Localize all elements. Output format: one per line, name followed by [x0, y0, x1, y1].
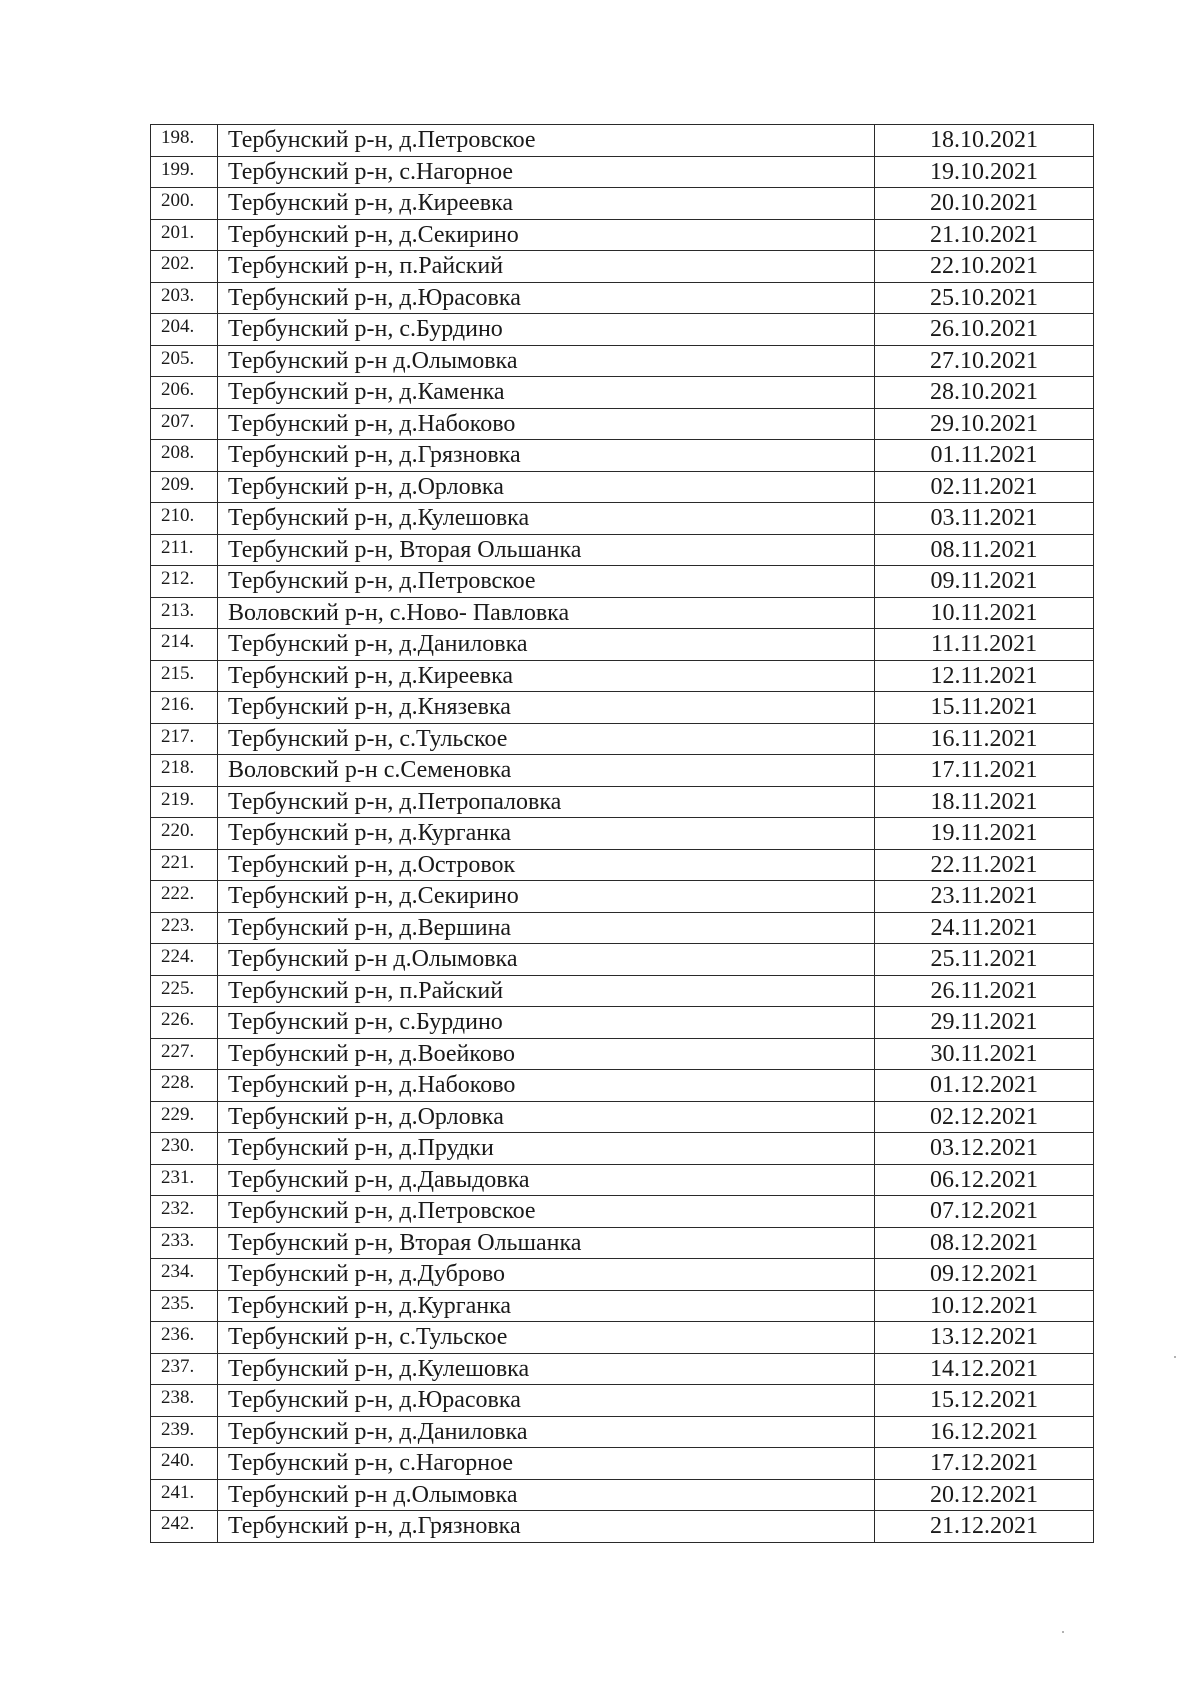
- table-row: [151, 975, 1094, 1007]
- schedule-table: [150, 124, 1094, 1543]
- row-number: 203.: [151, 282, 218, 314]
- date-cell: 27.10.2021: [875, 345, 1094, 377]
- locality-cell: Тербунский р-н, д.Прудки: [218, 1133, 875, 1165]
- locality-cell: Тербунский р-н, д.Князевка: [218, 692, 875, 724]
- date-cell: 18.10.2021: [875, 125, 1094, 157]
- row-number: 200.: [151, 188, 218, 220]
- table-row: [151, 1322, 1094, 1354]
- locality-cell: Тербунский р-н, д.Секирино: [218, 881, 875, 913]
- row-number: 217.: [151, 723, 218, 755]
- row-number: 209.: [151, 471, 218, 503]
- locality-cell: Тербунский р-н, д.Петровское: [218, 566, 875, 598]
- locality-cell: Тербунский р-н, д.Киреевка: [218, 660, 875, 692]
- scan-speck: [1174, 1356, 1176, 1358]
- row-number: 229.: [151, 1101, 218, 1133]
- locality-cell: Тербунский р-н, Вторая Ольшанка: [218, 1227, 875, 1259]
- date-cell: 03.12.2021: [875, 1133, 1094, 1165]
- row-number: 212.: [151, 566, 218, 598]
- locality-cell: Тербунский р-н, д.Вершина: [218, 912, 875, 944]
- date-cell: 25.10.2021: [875, 282, 1094, 314]
- locality-cell: Тербунский р-н, д.Курганка: [218, 818, 875, 850]
- row-number: 242.: [151, 1511, 218, 1543]
- locality-cell: Тербунский р-н, д.Курганка: [218, 1290, 875, 1322]
- table-row: [151, 566, 1094, 598]
- row-number: 202.: [151, 251, 218, 283]
- date-cell: 17.12.2021: [875, 1448, 1094, 1480]
- locality-cell: Тербунский р-н, д.Даниловка: [218, 1416, 875, 1448]
- locality-cell: Тербунский р-н, д.Кулешовка: [218, 503, 875, 535]
- locality-cell: Тербунский р-н, с.Бурдино: [218, 1007, 875, 1039]
- locality-cell: Тербунский р-н, с.Тульское: [218, 723, 875, 755]
- row-number: 232.: [151, 1196, 218, 1228]
- table-row: [151, 503, 1094, 535]
- date-cell: 16.11.2021: [875, 723, 1094, 755]
- row-number: 235.: [151, 1290, 218, 1322]
- row-number: 225.: [151, 975, 218, 1007]
- locality-cell: Тербунский р-н, д.Грязновка: [218, 1511, 875, 1543]
- date-cell: 20.10.2021: [875, 188, 1094, 220]
- date-cell: 21.12.2021: [875, 1511, 1094, 1543]
- locality-cell: Тербунский р-н, п.Райский: [218, 251, 875, 283]
- locality-cell: Тербунский р-н, д.Орловка: [218, 471, 875, 503]
- row-number: 213.: [151, 597, 218, 629]
- locality-cell: Тербунский р-н, д.Каменка: [218, 377, 875, 409]
- locality-cell: Тербунский р-н, д.Секирино: [218, 219, 875, 251]
- row-number: 226.: [151, 1007, 218, 1039]
- date-cell: 16.12.2021: [875, 1416, 1094, 1448]
- table-row: [151, 1385, 1094, 1417]
- locality-cell: Тербунский р-н, д.Юрасовка: [218, 282, 875, 314]
- locality-cell: Тербунский р-н, п.Райский: [218, 975, 875, 1007]
- table-row: [151, 219, 1094, 251]
- table-row: [151, 1511, 1094, 1543]
- table-row: [151, 818, 1094, 850]
- row-number: 227.: [151, 1038, 218, 1070]
- table-row: [151, 723, 1094, 755]
- locality-cell: Тербунский р-н, д.Юрасовка: [218, 1385, 875, 1417]
- row-number: 214.: [151, 629, 218, 661]
- locality-cell: Тербунский р-н, д.Петровское: [218, 125, 875, 157]
- locality-cell: Тербунский р-н, д.Орловка: [218, 1101, 875, 1133]
- date-cell: 24.11.2021: [875, 912, 1094, 944]
- table-row: [151, 251, 1094, 283]
- row-number: 234.: [151, 1259, 218, 1291]
- table-row: [151, 755, 1094, 787]
- date-cell: 22.11.2021: [875, 849, 1094, 881]
- locality-cell: Тербунский р-н, д.Даниловка: [218, 629, 875, 661]
- locality-cell: Тербунский р-н, д.Киреевка: [218, 188, 875, 220]
- row-number: 218.: [151, 755, 218, 787]
- date-cell: 26.11.2021: [875, 975, 1094, 1007]
- table-row: [151, 849, 1094, 881]
- date-cell: 19.11.2021: [875, 818, 1094, 850]
- row-number: 228.: [151, 1070, 218, 1102]
- row-number: 210.: [151, 503, 218, 535]
- row-number: 221.: [151, 849, 218, 881]
- date-cell: 01.12.2021: [875, 1070, 1094, 1102]
- row-number: 239.: [151, 1416, 218, 1448]
- table-row: [151, 786, 1094, 818]
- table-row: [151, 1038, 1094, 1070]
- table-row: [151, 944, 1094, 976]
- table-row: [151, 471, 1094, 503]
- row-number: 222.: [151, 881, 218, 913]
- date-cell: 25.11.2021: [875, 944, 1094, 976]
- row-number: 238.: [151, 1385, 218, 1417]
- table-row: [151, 1164, 1094, 1196]
- scan-speck: [1062, 1631, 1064, 1633]
- row-number: 230.: [151, 1133, 218, 1165]
- row-number: 206.: [151, 377, 218, 409]
- date-cell: 06.12.2021: [875, 1164, 1094, 1196]
- date-cell: 13.12.2021: [875, 1322, 1094, 1354]
- row-number: 219.: [151, 786, 218, 818]
- table-row: [151, 629, 1094, 661]
- table-row: [151, 314, 1094, 346]
- table-row: [151, 597, 1094, 629]
- locality-cell: Тербунский р-н, д.Давыдовка: [218, 1164, 875, 1196]
- table-row: [151, 1101, 1094, 1133]
- table-row: [151, 1259, 1094, 1291]
- table-row: [151, 377, 1094, 409]
- locality-cell: Тербунский р-н, д.Дуброво: [218, 1259, 875, 1291]
- row-number: 220.: [151, 818, 218, 850]
- date-cell: 09.11.2021: [875, 566, 1094, 598]
- table-row: [151, 1448, 1094, 1480]
- row-number: 199.: [151, 156, 218, 188]
- row-number: 201.: [151, 219, 218, 251]
- table-row: [151, 125, 1094, 157]
- locality-cell: Тербунский р-н д.Олымовка: [218, 1479, 875, 1511]
- table-row: [151, 1070, 1094, 1102]
- date-cell: 10.12.2021: [875, 1290, 1094, 1322]
- table-row: [151, 440, 1094, 472]
- date-cell: 29.10.2021: [875, 408, 1094, 440]
- row-number: 216.: [151, 692, 218, 724]
- schedule-table-body: [151, 125, 1094, 1543]
- locality-cell: Воловский р-н с.Семеновка: [218, 755, 875, 787]
- date-cell: 09.12.2021: [875, 1259, 1094, 1291]
- table-row: [151, 660, 1094, 692]
- date-cell: 08.12.2021: [875, 1227, 1094, 1259]
- date-cell: 26.10.2021: [875, 314, 1094, 346]
- date-cell: 22.10.2021: [875, 251, 1094, 283]
- date-cell: 14.12.2021: [875, 1353, 1094, 1385]
- locality-cell: Тербунский р-н, с.Тульское: [218, 1322, 875, 1354]
- row-number: 224.: [151, 944, 218, 976]
- table-row: [151, 912, 1094, 944]
- table-row: [151, 156, 1094, 188]
- locality-cell: Тербунский р-н д.Олымовка: [218, 944, 875, 976]
- table-row: [151, 1196, 1094, 1228]
- locality-cell: Тербунский р-н, с.Нагорное: [218, 156, 875, 188]
- date-cell: 15.12.2021: [875, 1385, 1094, 1417]
- locality-cell: Тербунский р-н, Вторая Ольшанка: [218, 534, 875, 566]
- date-cell: 23.11.2021: [875, 881, 1094, 913]
- row-number: 241.: [151, 1479, 218, 1511]
- date-cell: 21.10.2021: [875, 219, 1094, 251]
- locality-cell: Тербунский р-н, д.Петропаловка: [218, 786, 875, 818]
- row-number: 236.: [151, 1322, 218, 1354]
- row-number: 211.: [151, 534, 218, 566]
- date-cell: 11.11.2021: [875, 629, 1094, 661]
- table-row: [151, 1416, 1094, 1448]
- table-row: [151, 1479, 1094, 1511]
- table-row: [151, 1227, 1094, 1259]
- locality-cell: Тербунский р-н, с.Нагорное: [218, 1448, 875, 1480]
- table-row: [151, 534, 1094, 566]
- row-number: 198.: [151, 125, 218, 157]
- date-cell: 10.11.2021: [875, 597, 1094, 629]
- locality-cell: Тербунский р-н, д.Воейково: [218, 1038, 875, 1070]
- locality-cell: Тербунский р-н, д.Кулешовка: [218, 1353, 875, 1385]
- locality-cell: Воловский р-н, с.Ново- Павловка: [218, 597, 875, 629]
- date-cell: 02.12.2021: [875, 1101, 1094, 1133]
- table-row: [151, 345, 1094, 377]
- locality-cell: Тербунский р-н, д.Островок: [218, 849, 875, 881]
- date-cell: 28.10.2021: [875, 377, 1094, 409]
- table-row: [151, 1133, 1094, 1165]
- locality-cell: Тербунский р-н, д.Петровское: [218, 1196, 875, 1228]
- locality-cell: Тербунский р-н, д.Набоково: [218, 408, 875, 440]
- row-number: 207.: [151, 408, 218, 440]
- table-row: [151, 1007, 1094, 1039]
- table-row: [151, 1353, 1094, 1385]
- locality-cell: Тербунский р-н д.Олымовка: [218, 345, 875, 377]
- row-number: 231.: [151, 1164, 218, 1196]
- date-cell: 17.11.2021: [875, 755, 1094, 787]
- row-number: 240.: [151, 1448, 218, 1480]
- table-row: [151, 408, 1094, 440]
- date-cell: 20.12.2021: [875, 1479, 1094, 1511]
- locality-cell: Тербунский р-н, д.Грязновка: [218, 440, 875, 472]
- table-row: [151, 282, 1094, 314]
- row-number: 237.: [151, 1353, 218, 1385]
- locality-cell: Тербунский р-н, д.Набоково: [218, 1070, 875, 1102]
- date-cell: 07.12.2021: [875, 1196, 1094, 1228]
- row-number: 215.: [151, 660, 218, 692]
- row-number: 208.: [151, 440, 218, 472]
- date-cell: 08.11.2021: [875, 534, 1094, 566]
- table-row: [151, 881, 1094, 913]
- date-cell: 30.11.2021: [875, 1038, 1094, 1070]
- date-cell: 03.11.2021: [875, 503, 1094, 535]
- table-row: [151, 1290, 1094, 1322]
- row-number: 233.: [151, 1227, 218, 1259]
- row-number: 223.: [151, 912, 218, 944]
- row-number: 204.: [151, 314, 218, 346]
- table-row: [151, 188, 1094, 220]
- date-cell: 12.11.2021: [875, 660, 1094, 692]
- row-number: 205.: [151, 345, 218, 377]
- date-cell: 19.10.2021: [875, 156, 1094, 188]
- date-cell: 01.11.2021: [875, 440, 1094, 472]
- table-row: [151, 692, 1094, 724]
- date-cell: 18.11.2021: [875, 786, 1094, 818]
- locality-cell: Тербунский р-н, с.Бурдино: [218, 314, 875, 346]
- date-cell: 15.11.2021: [875, 692, 1094, 724]
- date-cell: 29.11.2021: [875, 1007, 1094, 1039]
- date-cell: 02.11.2021: [875, 471, 1094, 503]
